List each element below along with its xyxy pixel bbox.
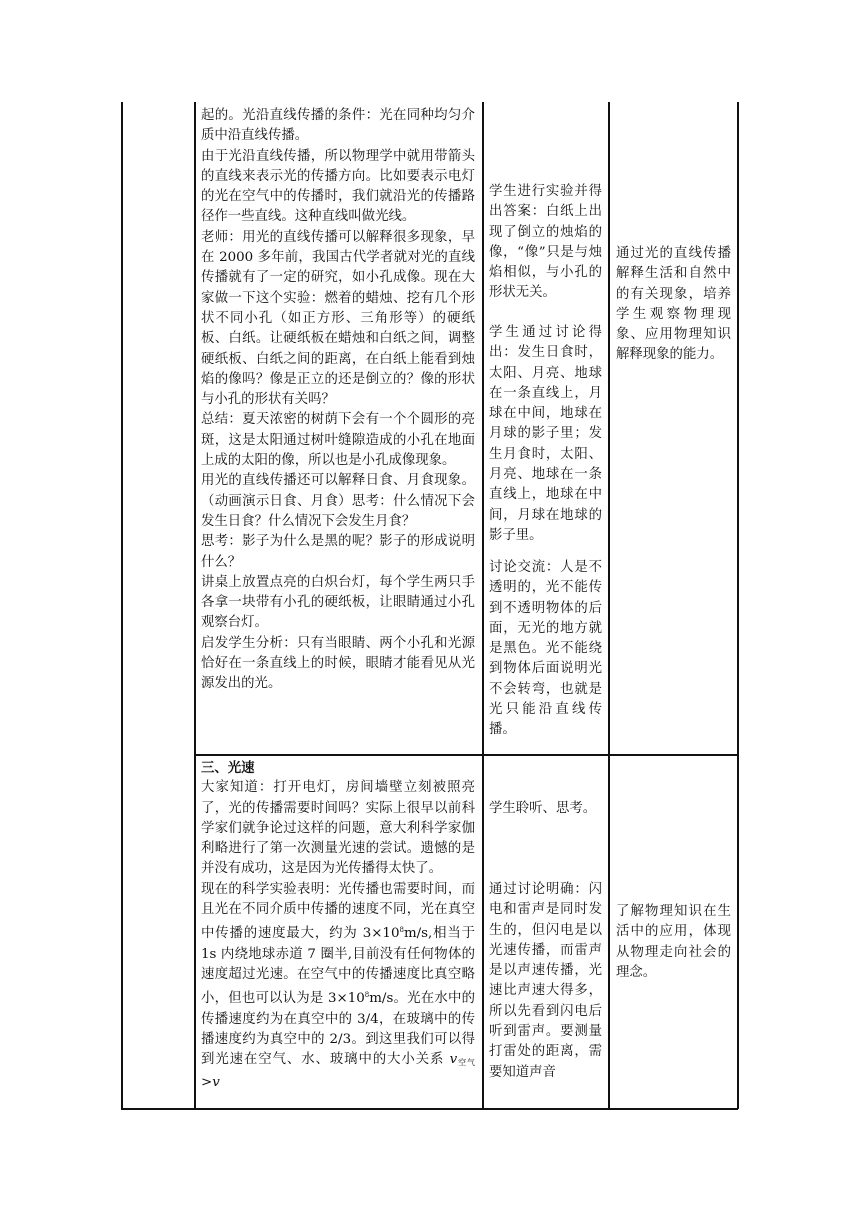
student-paragraph: 讨论交流：人是不透明的，光不能传到不透明物体的后面，无光的地方就是黑色。光不能绕到物体后面说明光不会转弯，也就是光只能沿直线传播。: [489, 560, 602, 738]
process-paragraph: 总结：夏天浓密的树荫下会有一个个圆形的亮斑，这是太阳通过树叶缝隙造成的小孔在地面上成的太阳的像，所以也是小孔成像现象。: [201, 412, 475, 469]
student-cell-upper: [489, 182, 602, 304]
speed-text: 现在的科学实验表明：光传播也需要时间，而且光在不同介质中传播的速度不同，光在真空中传播的速度最大，约为 3×10: [201, 881, 475, 942]
student-cell-lower: [489, 799, 602, 819]
process-paragraph: 启发学生分析：只有当眼睛、两个小孔和光源恰好在一条直线上的时候，眼睛才能看见从光源发出的光。: [201, 635, 475, 692]
exponent: 8: [364, 991, 370, 1000]
process-paragraph: 用光的直线传播还可以解释日食、月食现象。（动画演示日食、月食）思考：什么情况下会发生日食？什么情况下会发生月食？: [201, 473, 475, 529]
intent-cell-lower: [616, 902, 731, 983]
student-paragraph: 学生通过讨论得出：发生日食时，太阳、月亮、地球在一条直线上，月球在中间，地球在月球的影子里；发生月食时，太阳、月亮、地球在一条直线上，地球在中间，月球在地球的影子里。: [489, 325, 602, 543]
process-paragraph: 起的。光沿直线传播的条件：光在同种均匀介质中沿直线传播。: [201, 108, 475, 144]
process-cell-upper: [201, 106, 475, 695]
student-paragraph: 学生聆听、思考。: [489, 801, 597, 816]
process-cell-lower: [201, 758, 475, 1094]
speed-text: m/s。光在水中的传播速度约为在真空中的 3/4，在玻璃中的传播速度约为真空中的 2/3。到这里我们可以得到光速在空气、水、玻璃中的大小关系: [201, 991, 475, 1068]
velocity-symbol: >v: [201, 1075, 220, 1091]
process-paragraph: 由于光沿直线传播，所以物理学中就用带箭头的直线来表示光的传播方向。比如要表示电灯的光在空气中的传播时，我们就沿光的传播路径作一些直线。这种直线叫做光线。: [201, 148, 475, 225]
intent-paragraph: 了解物理知识在生活中的应用，体现从物理走向社会的理念。: [616, 904, 731, 980]
student-paragraph: 通过讨论明确：闪电和雷声是同时发生的，但闪电是以光速传播，而雷声是以声速传播，光速比声速大得多，所以先看到闪电后听到雷声。要测量打雷处的距离，需要知道声音: [489, 882, 602, 1080]
section-heading: 三、光速: [201, 760, 255, 776]
table-border-right: [737, 102, 739, 1109]
velocity-subscript: 空气: [457, 1058, 475, 1068]
table-divider-2: [482, 102, 484, 1109]
intent-paragraph: 通过光的直线传播解释生活和自然中的有关现象，培养学生观察物理现象、应用物理知识解释现象的能力。: [616, 246, 731, 363]
table-divider-3: [608, 102, 610, 1109]
velocity-symbol: v: [449, 1052, 458, 1068]
process-paragraph: [201, 880, 475, 1094]
table-divider-1: [194, 102, 196, 1109]
process-paragraph: 老师：用光的直线传播可以解释很多现象，早在 2000 多年前，我国古代学者就对光的直线传播就有了一定的研究，如小孔成像。现在大家做一下这个实验：燃着的蜡烛、挖有几个形状不同小孔（如正方形、三角形等）的硬纸板、白纸。让硬纸板在蜡烛和白纸之间，调整硬纸板、白纸之间的距离，在白纸上能看到烛焰的像吗？像是正立的还是倒立的？像的形状与小孔的形状有关吗？: [201, 229, 475, 408]
table-border-bottom: [121, 1108, 738, 1110]
student-paragraph: 学生进行实验并得出答案：白纸上出现了倒立的烛焰的像，“像”只是与烛焰相似，与小孔的形状无关。: [489, 184, 602, 301]
table-border-left: [121, 102, 123, 1109]
process-paragraph: 讲桌上放置点亮的白炽台灯，每个学生两只手各拿一块带有小孔的硬纸板，让眼睛通过小孔观察台灯。: [201, 574, 475, 631]
process-paragraph: 思考：影子为什么是黑的呢？影子的形成说明什么？: [201, 534, 475, 570]
speed-text: m/s,相当于 1s 内绕地球赤道 7 圈半,目前没有任何物体的速度超过光速。在空气中的传播速度比真空略小，但也可以认为是 3×10: [201, 926, 475, 1007]
intent-cell-upper: [616, 244, 731, 366]
exponent: 8: [399, 926, 404, 935]
row-divider: [194, 754, 738, 756]
student-cell-upper: [489, 558, 602, 741]
process-paragraph: 大家知道：打开电灯，房间墙壁立刻被照亮了，光的传播需要时间吗？实际上很早以前科学家们就争论过这样的问题，意大利科学家伽利略进行了第一次测量光速的尝试。遗憾的是并没有成功，这是因为光传播得太快了。: [201, 780, 475, 877]
student-cell-upper: [489, 323, 602, 546]
student-cell-lower: [489, 880, 602, 1083]
